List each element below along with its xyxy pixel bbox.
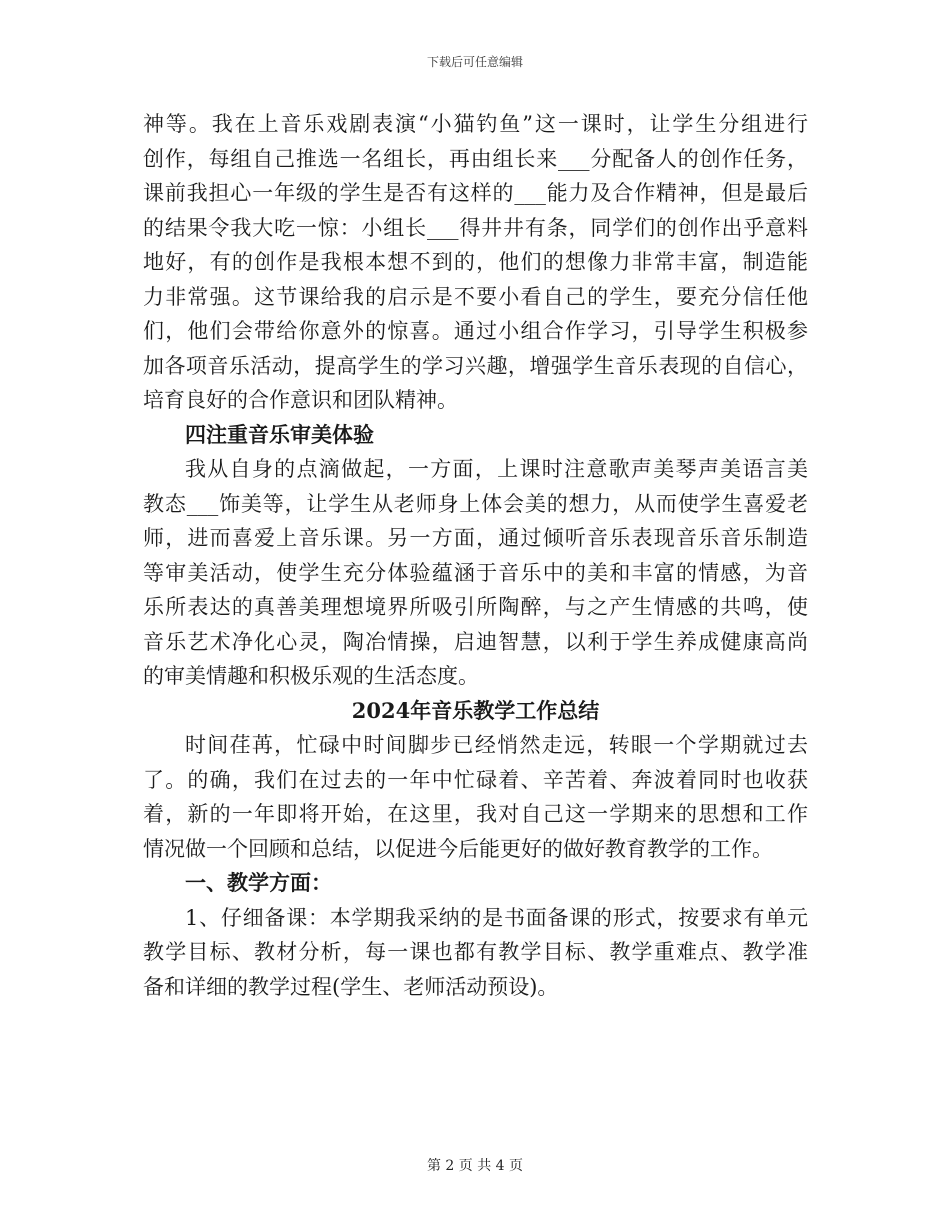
text-line: 音乐艺术净化心灵，陶冶情操，启迪智慧，以利于学生养成健康高尚 [143, 629, 808, 654]
text-line: 我从自身的点滴做起，一方面，上课时注意歌声美琴声美语言美 [185, 457, 808, 481]
section-heading: 四注重音乐审美体验 [185, 421, 374, 447]
text-line: 的结果令我大吃一惊：小组长___得井井有条，同学们的创作出乎意料 [143, 215, 808, 240]
text-line: 们，他们会带给你意外的惊喜。通过小组合作学习，引导学生积极参 [143, 319, 808, 343]
text-line: 师，进而喜爱上音乐课。另一方面，通过倾听音乐表现音乐音乐制造 [143, 526, 808, 550]
text-line: 加各项音乐活动，提高学生的学习兴趣，增强学生音乐表现的自信心， [143, 353, 808, 378]
text-line: 备和详细的教学过程(学生、老师活动预设)。 [143, 974, 559, 999]
paragraph-intro [143, 728, 808, 866]
text-line: 等审美活动，使学生充分体验蕴涵于音乐中的美和丰富的情感，为音 [143, 560, 808, 585]
text-line: 乐所表达的真善美理想境界所吸引所陶醉，与之产生情感的共鸣，使 [143, 595, 808, 619]
paragraph-lesson-prep [143, 901, 808, 1005]
text-line: 地好，有的创作是我根本想不到的，他们的想像力非常丰富，制造能 [143, 250, 808, 274]
paragraph-group-work [143, 107, 808, 418]
text-line: 课前我担心一年级的学生是否有这样的___能力及合作精神，但是最后 [143, 181, 808, 205]
text-line: 教态___饰美等，让学生从老师身上体会美的想力，从而使学生喜爱老 [143, 491, 808, 516]
text-line: 时间荏苒，忙碌中时间脚步已经悄然走远，转眼一个学期就过去 [185, 733, 808, 757]
paragraph-aesthetic [143, 452, 808, 694]
text-line: 培育良好的合作意识和团队精神。 [143, 388, 458, 412]
document-title: 2024年音乐教学工作总结 [351, 697, 600, 723]
text-line: 1、仔细备课：本学期我采纳的是书面备课的形式，按要求有单元 [185, 905, 808, 930]
text-line: 神等。我在上音乐戏剧表演“小猫钓鱼”这一课时，让学生分组进行 [143, 112, 808, 136]
text-line: 力非常强。这节课给我的启示是不要小看自己的学生，要充分信任他 [143, 284, 808, 309]
text-line: 了。的确，我们在过去的一年中忙碌着、辛苦着、奔波着同时也收获 [143, 767, 808, 792]
section-heading: 一、教学方面： [185, 870, 332, 895]
document-body [143, 107, 808, 1004]
text-line: 创作，每组自己推选一名组长，再由组长来___分配备人的创作任务， [143, 146, 808, 171]
text-line: 的审美情趣和积极乐观的生活态度。 [143, 664, 479, 688]
text-line: 着，新的一年即将开始，在这里，我对自己这一学期来的思想和工作 [143, 802, 808, 826]
text-line: 教学目标、教材分析，每一课也都有教学目标、教学重难点、教学准 [143, 940, 808, 964]
page-header: 下载后可任意编辑 [426, 55, 523, 69]
page-footer: 第 2 页 共 4 页 [426, 1158, 524, 1174]
text-line: 情况做一个回顾和总结，以促进今后能更好的做好教育教学的工作。 [143, 836, 773, 861]
